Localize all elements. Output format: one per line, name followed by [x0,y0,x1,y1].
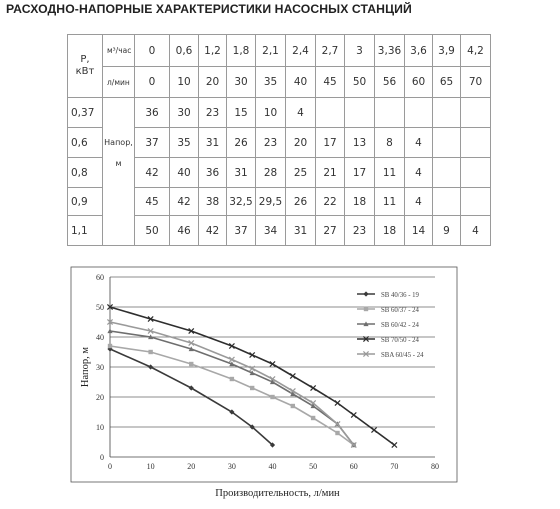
power-cell: 1,1 [68,216,103,246]
x-tick-label: 70 [390,462,399,471]
head-unit-label: м [115,158,122,168]
table-cell: 22 [316,188,345,216]
table-cell: 45 [135,188,170,216]
table-cell: 4 [405,158,433,188]
x-tick-label: 40 [268,462,277,471]
y-tick-label: 30 [96,363,104,372]
table-cell: 18 [345,188,375,216]
table-cell: 25 [286,158,316,188]
x-tick-label: 60 [349,462,358,471]
table-cell: 31 [227,158,256,188]
table-cell: 4 [405,128,433,158]
header-cell-lmin: 50 [345,67,375,98]
legend-label: SB 60/42 - 24 [381,322,419,329]
table-cell: 36 [199,158,227,188]
table-cell: 40 [170,158,199,188]
power-cell: 0,9 [68,188,103,216]
y-tick-label: 0 [100,453,104,462]
table-cell: 42 [199,216,227,246]
x-tick-label: 80 [431,462,439,471]
header-cell-m3: 3,36 [375,35,405,67]
header-cell-lmin: 40 [286,67,316,98]
header-cell-lmin: 45 [316,67,345,98]
table-cell: 50 [135,216,170,246]
y-tick-label: 20 [96,393,104,402]
header-cell-lmin: 70 [461,67,491,98]
table-cell: 17 [345,158,375,188]
page-title: РАСХОДНО-НАПОРНЫЕ ХАРАКТЕРИСТИКИ НАСОСНЫХ СТАНЦИЙ [6,2,412,16]
header-cell-m3: 3 [345,35,375,67]
table-cell: 29,5 [256,188,286,216]
table-cell: 34 [256,216,286,246]
data-point [291,404,295,408]
table-cell: 21 [316,158,345,188]
power-header-unit: кВт [75,66,95,77]
table-cell: 42 [135,158,170,188]
series-line [110,331,354,445]
table-cell: 31 [199,128,227,158]
table-cell: 23 [199,98,227,128]
data-point [335,431,339,435]
power-cell: 0,37 [68,98,103,128]
x-tick-label: 10 [146,462,155,471]
data-point [290,373,295,378]
table-cell: 15 [227,98,256,128]
table-cell: 17 [316,128,345,158]
header-cell-lmin: 0 [135,67,170,98]
table-cell: 32,5 [227,188,256,216]
table-cell: 4 [405,188,433,216]
table-cell: 38 [199,188,227,216]
header-cell-m3: 3,9 [433,35,461,67]
data-point [371,427,376,432]
table-cell: 35 [170,128,199,158]
header-cell-lmin: 10 [170,67,199,98]
table-cell: 30 [170,98,199,128]
data-point [148,350,152,354]
header-cell-lmin: 30 [227,67,256,98]
x-tick-label: 20 [187,462,196,471]
header-cell-m3: 1,2 [199,35,227,67]
table-cell: 11 [375,158,405,188]
header-cell-lmin: 20 [199,67,227,98]
y-tick-label: 10 [96,423,104,432]
data-point [335,400,340,405]
table-cell: 20 [286,128,316,158]
power-cell: 0,8 [68,158,103,188]
table-cell: 37 [135,128,170,158]
header-cell-lmin: 35 [256,67,286,98]
table-cell: 9 [433,216,461,246]
power-header-symbol: P, [80,54,90,65]
power-cell: 0,6 [68,128,103,158]
x-axis-label: Производительность, л/мин [215,488,340,499]
legend-marker [363,291,368,296]
table-cell: 42 [170,188,199,216]
header-cell-m3: 2,1 [256,35,286,67]
table-cell: 27 [316,216,345,246]
legend-label: SBA 60/45 - 24 [381,352,424,359]
header-cell-m3: 4,2 [461,35,491,67]
x-tick-label: 50 [309,462,318,471]
table-cell: 14 [405,216,433,246]
header-cell-m3: 2,4 [286,35,316,67]
series-line [110,307,394,445]
data-point [250,386,254,390]
header-cell-lmin: 65 [433,67,461,98]
series-line [110,346,354,445]
legend-label: SB 70/50 - 24 [381,337,419,344]
table-cell: 23 [345,216,375,246]
x-tick-label: 0 [108,462,112,471]
table-cell: 13 [345,128,375,158]
x-tick-label: 30 [227,462,236,471]
y-axis-label: Напор, м [80,346,91,388]
table-cell: 10 [256,98,286,128]
table-cell: 36 [135,98,170,128]
header-cell-m3: 0 [135,35,170,67]
head-label: Напор, [104,138,133,147]
y-tick-label: 60 [96,273,104,282]
table-cell: 37 [227,216,256,246]
table-cell: 18 [375,216,405,246]
table-cell: 31 [286,216,316,246]
table-cell: 23 [256,128,286,158]
header-cell-lmin: 56 [375,67,405,98]
table-cell: 28 [256,158,286,188]
data-point [230,377,234,381]
legend-label: SB 40/36 - 19 [381,292,419,299]
header-cell-m3: 0,6 [170,35,199,67]
data-point [351,412,356,417]
series-line [110,322,354,445]
unit-lmin-label: л/мин [103,67,135,98]
y-tick-label: 40 [96,333,104,342]
header-cell-m3: 3,6 [405,35,433,67]
table-cell: 26 [286,188,316,216]
table-cell: 11 [375,188,405,216]
header-cell-m3: 2,7 [316,35,345,67]
legend-label: SB 60/37 - 24 [381,307,419,314]
data-point [311,416,315,420]
data-point [189,362,193,366]
data-point [270,395,274,399]
data-point [392,442,397,447]
legend-marker [364,307,368,311]
header-cell-m3: 1,8 [227,35,256,67]
unit-m3-label: м³/час [103,35,135,67]
header-cell-lmin: 60 [405,67,433,98]
data-point [311,385,316,390]
table-cell: 4 [286,98,316,128]
table-cell: 46 [170,216,199,246]
data-point [108,344,112,348]
y-tick-label: 50 [96,303,104,312]
table-cell: 8 [375,128,405,158]
table-cell: 26 [227,128,256,158]
table-cell: 4 [461,216,491,246]
